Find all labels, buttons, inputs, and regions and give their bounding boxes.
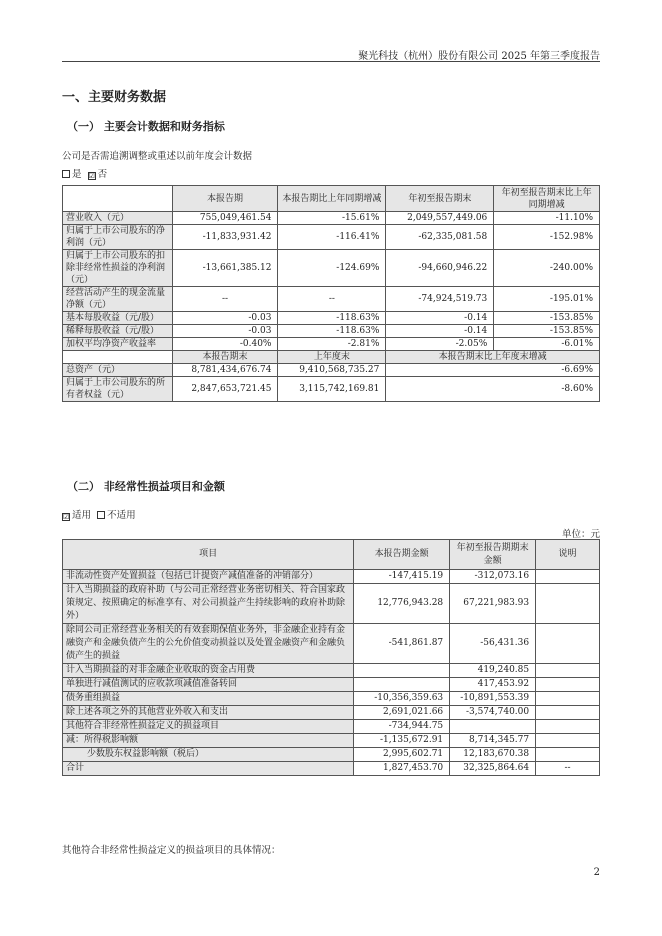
item-label: 非流动性资产处置损益（包括已计提资产减值准备的冲销部分） bbox=[63, 570, 354, 584]
cell: -153.85% bbox=[494, 325, 600, 338]
table-row bbox=[63, 678, 600, 692]
table-row bbox=[63, 225, 600, 250]
row-label: 加权平均净资产收益率 bbox=[63, 338, 173, 351]
table-row bbox=[63, 734, 600, 748]
table-row bbox=[63, 570, 600, 584]
row-label: 总资产（元） bbox=[63, 364, 173, 377]
header-cell: 本报告期末 bbox=[172, 351, 278, 364]
header-cell bbox=[63, 186, 173, 212]
cell: 12,183,670.38 bbox=[450, 748, 536, 762]
cell: 419,240.85 bbox=[450, 664, 536, 678]
cell: 8,714,345.77 bbox=[450, 734, 536, 748]
cell: -1,135,672.91 bbox=[354, 734, 450, 748]
cell: -116.41% bbox=[278, 225, 386, 250]
row-label: 归属于上市公司股东的所有者权益（元） bbox=[63, 377, 173, 402]
table-row bbox=[63, 584, 600, 624]
header-cell: 本报告期金额 bbox=[354, 540, 450, 570]
cell: 67,221,983.93 bbox=[450, 584, 536, 624]
table-row bbox=[63, 312, 600, 325]
cell: 755,049,461.54 bbox=[172, 212, 278, 225]
table-row bbox=[63, 706, 600, 720]
cell: -124.69% bbox=[278, 250, 386, 287]
cell bbox=[536, 692, 600, 706]
cell: -13,661,385.12 bbox=[172, 250, 278, 287]
item-label: 计入当期损益的政府补助（与公司正常经营业务密切相关、符合国家政策规定、按照确定的标准享有、对公司损益产生持续影响的政府补助除外） bbox=[63, 584, 354, 624]
cell bbox=[450, 720, 536, 734]
cell: 1,827,453.70 bbox=[354, 762, 450, 776]
header-cell: 年初至报告期末比上年同期增减 bbox=[494, 186, 600, 212]
row-label: 归属于上市公司股东的净利润（元） bbox=[63, 225, 173, 250]
table-row bbox=[63, 720, 600, 734]
table-row bbox=[63, 664, 600, 678]
table-row bbox=[63, 624, 600, 664]
cell bbox=[536, 664, 600, 678]
cell: -56,431.36 bbox=[450, 624, 536, 664]
cell: -3,574,740.00 bbox=[450, 706, 536, 720]
table-total-row bbox=[63, 762, 600, 776]
table-header-row bbox=[63, 351, 600, 364]
row-label: 归属于上市公司股东的扣除非经常性损益的净利润（元） bbox=[63, 250, 173, 287]
cell: -- bbox=[278, 287, 386, 312]
cell: -541,861.87 bbox=[354, 624, 450, 664]
cell: -6.69% bbox=[386, 364, 600, 377]
cell: -734,944.75 bbox=[354, 720, 450, 734]
subsection-title-1: （一） 主要会计数据和财务指标 bbox=[67, 120, 225, 133]
item-label: 除同公司正常经营业务相关的有效套期保值业务外，非金融企业持有金融资产和金融负债产生的公允价值变动损益以及处置金融资产和金融负债产生的损益 bbox=[63, 624, 354, 664]
cell bbox=[354, 678, 450, 692]
cell bbox=[536, 734, 600, 748]
table-row bbox=[63, 748, 600, 762]
cell: 2,995,602.71 bbox=[354, 748, 450, 762]
cell: -62,335,081.58 bbox=[386, 225, 494, 250]
header-cell: 本报告期末比上年度末增减 bbox=[386, 351, 600, 364]
header-cell: 年初至报告期期末金额 bbox=[450, 540, 536, 570]
checkbox-not-apply[interactable] bbox=[97, 511, 105, 519]
cell: -11,833,931.42 bbox=[172, 225, 278, 250]
row-label: 基本每股收益（元/股） bbox=[63, 312, 173, 325]
item-label: 单独进行减值测试的应收款项减值准备转回 bbox=[63, 678, 354, 692]
row-label: 营业收入（元） bbox=[63, 212, 173, 225]
cell: -2.81% bbox=[278, 338, 386, 351]
cell: -152.98% bbox=[494, 225, 600, 250]
cell: -0.40% bbox=[172, 338, 278, 351]
row-label: 稀释每股收益（元/股） bbox=[63, 325, 173, 338]
table-row bbox=[63, 692, 600, 706]
cell: -0.14 bbox=[386, 312, 494, 325]
cell: -0.03 bbox=[172, 325, 278, 338]
table-row bbox=[63, 364, 600, 377]
checkbox-apply[interactable]: ☑ bbox=[63, 513, 70, 521]
unit-label: 单位：元 bbox=[561, 529, 600, 540]
cell bbox=[536, 624, 600, 664]
cell: -- bbox=[536, 762, 600, 776]
cell: 12,776,943.28 bbox=[354, 584, 450, 624]
cell bbox=[536, 748, 600, 762]
option-apply-label: 适用 bbox=[72, 510, 92, 521]
header-cell bbox=[63, 351, 173, 364]
cell: -240.00% bbox=[494, 250, 600, 287]
header-cell: 本报告期 bbox=[172, 186, 278, 212]
table-row bbox=[63, 377, 600, 402]
item-label: 债务重组损益 bbox=[63, 692, 354, 706]
cell: -153.85% bbox=[494, 312, 600, 325]
applicability-options bbox=[62, 507, 136, 521]
item-label: 其他符合非经常性损益定义的损益项目 bbox=[63, 720, 354, 734]
cell: -15.61% bbox=[278, 212, 386, 225]
cell bbox=[536, 720, 600, 734]
cell: 3,115,742,169.81 bbox=[278, 377, 386, 402]
non-recurring-items-table bbox=[62, 539, 600, 776]
cell: -147,415.19 bbox=[354, 570, 450, 584]
header-cell: 说明 bbox=[536, 540, 600, 570]
cell: -11.10% bbox=[494, 212, 600, 225]
header-cell: 本报告期比上年同期增减 bbox=[278, 186, 386, 212]
cell: -195.01% bbox=[494, 287, 600, 312]
item-label: 减：所得税影响额 bbox=[63, 734, 354, 748]
cell: -- bbox=[172, 287, 278, 312]
cell: -118.63% bbox=[278, 325, 386, 338]
table-row bbox=[63, 250, 600, 287]
report-header-title: 聚光科技（杭州）股份有限公司 2025 年第三季度报告 bbox=[358, 51, 600, 62]
header-divider bbox=[62, 61, 600, 62]
cell: 2,691,021.66 bbox=[354, 706, 450, 720]
cell: -0.14 bbox=[386, 325, 494, 338]
cell bbox=[536, 678, 600, 692]
option-yes-label: 是 bbox=[72, 169, 82, 180]
item-label: 合计 bbox=[63, 762, 354, 776]
page-number: 2 bbox=[593, 867, 600, 878]
table-row bbox=[63, 287, 600, 312]
table-header-row bbox=[63, 186, 600, 212]
cell bbox=[536, 706, 600, 720]
table-row bbox=[63, 338, 600, 351]
item-label: 除上述各项之外的其他营业外收入和支出 bbox=[63, 706, 354, 720]
checkbox-yes[interactable] bbox=[62, 170, 70, 178]
cell: -94,660,946.22 bbox=[386, 250, 494, 287]
subsection-title-2: （二） 非经常性损益项目和金额 bbox=[67, 480, 225, 493]
cell: -10,356,359.63 bbox=[354, 692, 450, 706]
cell: -118.63% bbox=[278, 312, 386, 325]
row-label: 经营活动产生的现金流量净额（元） bbox=[63, 287, 173, 312]
table-header-row bbox=[63, 540, 600, 570]
cell: -2.05% bbox=[386, 338, 494, 351]
cell: 32,325,864.64 bbox=[450, 762, 536, 776]
restatement-question: 公司是否需追溯调整或重述以前年度会计数据 bbox=[62, 151, 253, 162]
header-cell: 上年度末 bbox=[278, 351, 386, 364]
cell bbox=[536, 570, 600, 584]
item-label: 计入当期损益的对非金融企业收取的资金占用费 bbox=[63, 664, 354, 678]
table-row bbox=[63, 212, 600, 225]
item-label: 少数股东权益影响额（税后） bbox=[63, 748, 354, 762]
cell: 2,847,653,721.45 bbox=[172, 377, 278, 402]
cell: -312,073.16 bbox=[450, 570, 536, 584]
table-row bbox=[63, 325, 600, 338]
option-no-label: 否 bbox=[97, 169, 108, 180]
cell bbox=[536, 584, 600, 624]
header-cell: 项目 bbox=[63, 540, 354, 570]
cell: 9,410,568,735.27 bbox=[278, 364, 386, 377]
cell: -0.03 bbox=[172, 312, 278, 325]
cell: -8.60% bbox=[386, 377, 600, 402]
footer-note: 其他符合非经常性损益定义的损益项目的具体情况： bbox=[62, 845, 281, 856]
cell: 417,453.92 bbox=[450, 678, 536, 692]
option-not-apply-label: 不适用 bbox=[107, 510, 136, 521]
section-title: 一、主要财务数据 bbox=[62, 90, 167, 105]
financial-indicators-table bbox=[62, 185, 600, 402]
cell: 8,781,434,676.74 bbox=[172, 364, 278, 377]
cell: -6.01% bbox=[494, 338, 600, 351]
cell bbox=[354, 664, 450, 678]
checkbox-no[interactable]: ☑ bbox=[88, 172, 95, 180]
restatement-options bbox=[62, 166, 107, 180]
header-cell: 年初至报告期末 bbox=[386, 186, 494, 212]
cell: 2,049,557,449.06 bbox=[386, 212, 494, 225]
cell: -10,891,553.39 bbox=[450, 692, 536, 706]
cell: -74,924,519.73 bbox=[386, 287, 494, 312]
